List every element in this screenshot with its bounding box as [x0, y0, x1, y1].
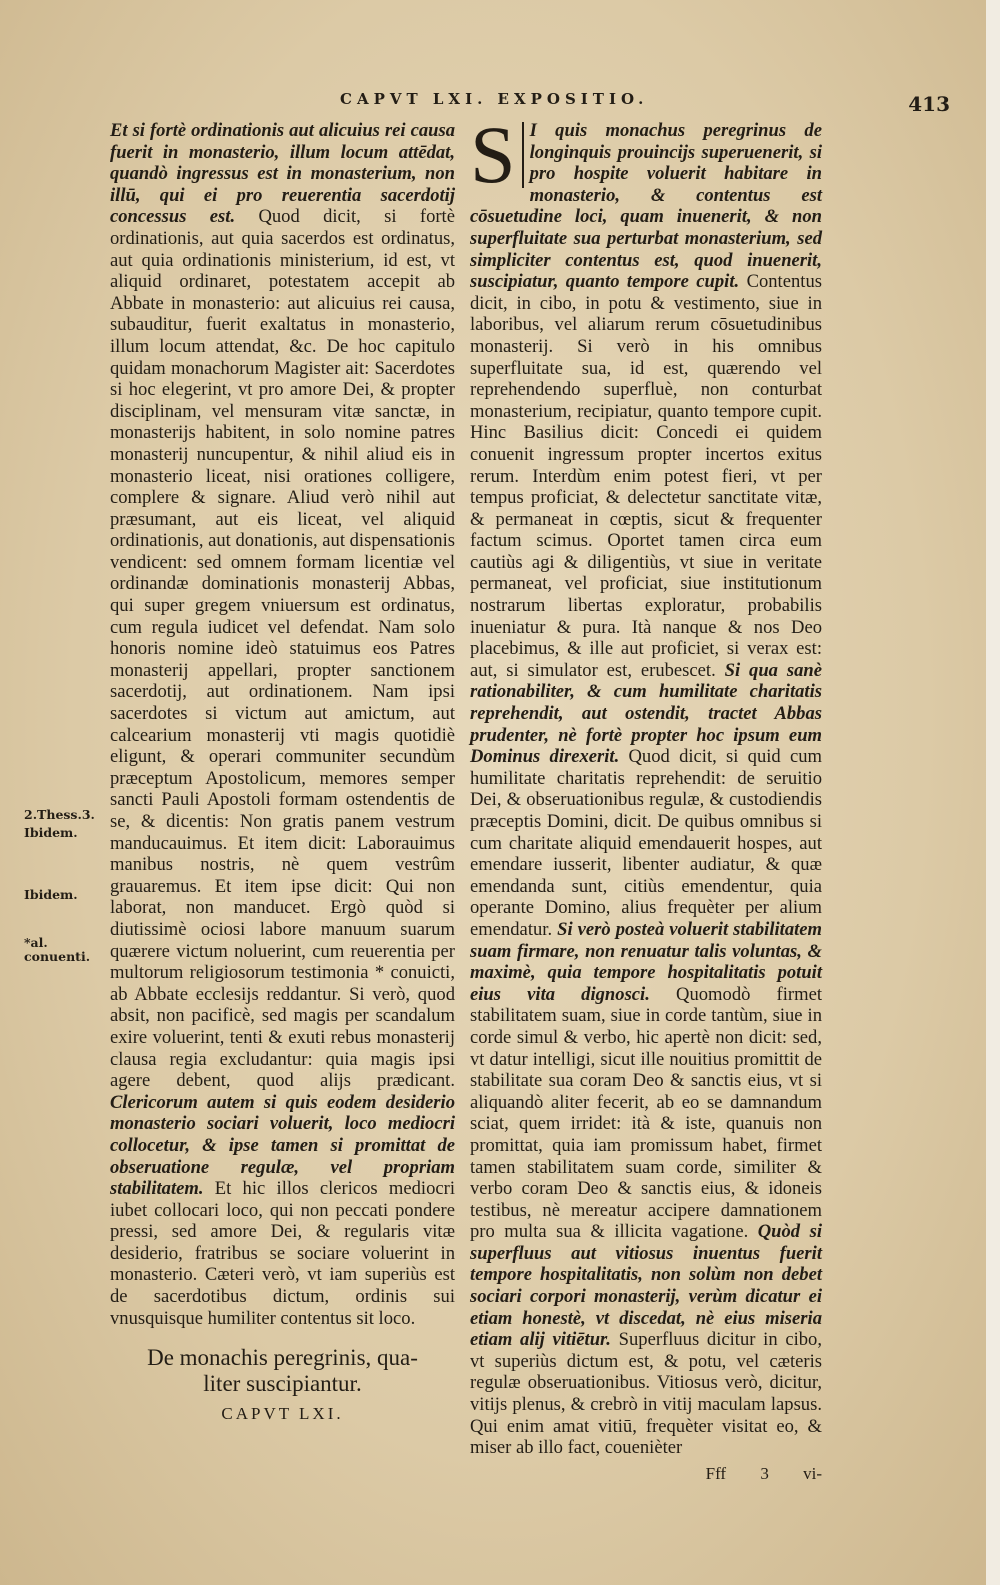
right-column	[470, 109, 822, 1484]
paragraph	[110, 120, 455, 1329]
page-edge	[986, 0, 1000, 1585]
commentary-text: Et hic illos clericos mediocri iubet collocari loco, qui non peccati pondere pressi, sed amore Dei, & regularis vitæ desiderio, fratribus se sociare voluerint in monasterio. Cæteri verò, vt iam superiùs est de sacerdotibus dictum, ordinis sui vnusquisque humiliter contentus sit loco.	[110, 1178, 455, 1329]
paragraph	[470, 109, 822, 1459]
commentary-text: Contentus dicit, in cibo, in potu & vestimento, siue in laboribus, vel aliarum rerum cōsuetudinibus monasterij. Si verò in his omnibus superfluitate sua, id est, quærendo vel reprehendendo superfluè, non conturbat monasterium, recipiatur, quanto tempore cupit. Hinc Basilius dicit: Concedi ei quidem conuenit ingressum propter incertos exitus rerum. Interdùm enim potest fieri, vt per tempus proficiat, & delectetur sanctitate vitæ, & permaneat in cœptis, sicut & frequenter factum scimus. Oportet tamen circa eum cautiùs agi & diligentiùs, vt siue in veritate permaneat, vel proficiat, siue institutionum nostrarum libertas exploratur, probabilis inueniatur & pura. Ità nanque & nos Deo placebimus, & ille aut proficiet, si verax est: aut, si simulator est, erubescet.	[470, 271, 822, 681]
drop-cap: S	[470, 122, 524, 188]
running-head: CAPVT LXI. EXPOSITIO.	[340, 90, 649, 108]
rule-text: Si qua sanè rationabiliter, & cum humilitate charitatis reprehendit, aut ostendit, tractet Abbas prudenter, nè fortè propter hoc ipsum eum Dominus direxerit.	[470, 659, 822, 768]
rule-text: Si verò posteà voluerit stabilitatem suam firmare, non renuatur talis voluntas, & maximè, quia tempore hospitalitatis potuit eius vita dignosci.	[470, 918, 822, 1005]
chapter-title-line: De monachis peregrinis, qua-	[147, 1345, 418, 1371]
chapter-number: CAPVT LXI.	[221, 1404, 344, 1424]
signature-mark: Fff 3	[705, 1463, 769, 1483]
page-number: 413	[908, 92, 950, 116]
commentary-text: Quod dicit, si fortè ordinationis, aut quia sacerdos est ordinatus, aut quia ordinationis ministerium, id est, vt aliquid ordinaret, potestatem accepit ab Abbate in monasterio: aut alicuius rei causa, subauditur, fuerit exaltatus in monasterio, illum locum attendat, &c. De hoc capitulo quidam monachorum Magister ait: Sacerdotes si hoc elegerint, vt pro amore Dei, & propter disciplinam, vel mensuram vitæ sanctæ, in monasterijs habitent, in solo nomine patres monasterij nuncupentur, & nihil aliud eis in monasterio liceat, nisi orationes colligere, complere & signare. Aliud verò nihil aut præsumant, aut eis liceat, vel aliquid ordinationis, aut donationis, aut dispensationis vendicent: sed omnem formam licentiæ vel ordinandæ dominationis monasterij Abbas, qui super gregem vniuersum est ordinatus, cum regula iudicet vel defendat. Nam solo honoris nomine ideò statuimus eos Patres monasterij appellari, propter sanctionem sacerdotij, aut ordinationem. Nam ipsi sacerdotes si victum aut amictum, aut calcearium monasterij vti magis quotidiè eligunt, & operari communiter secundùm præceptum Apostolicum, memores semper sancti Pauli Apostoli formam ostendentis de se, & dicentis: Non gratis panem vestrum manducauimus. Et item dicit: Laborauimus manibus nostris, nè quem vestrûm grauaremus. Et item ipse dicit: Qui non laborat, non manducet. Ergò quòd si diutissimè ociosi labore manuum suarum quærere victum noluerint, cum reuerentia per multorum religiosorum testimonia * conuicti, ab Abbate ecclesijs reddantur. Si verò, quod absit, non pacificè, sed magis per scandalum exire voluerint, tenti & exuti rebus monasterij clausa regia excludantur: quia magis ipsi agere debent, quod alijs prædicant.	[110, 206, 455, 1092]
rule-text: I quis monachus peregrinus de longinquis prouincijs superuenerit, si pro hospite voluerit habitare in monasterio, & contentus est cōsuetudine loci, quam inuenerit, & non superfluitate sua perturbat monasterium, sed simpliciter contentus est, quod inuenerit, suscipiatur, quanto tempore cupit.	[470, 120, 822, 293]
margin-note: 2.Thess.3.	[24, 807, 95, 822]
commentary-text: Quomodò firmet stabilitatem suam, siue in corde tantùm, siue in corde simul & verbo, hic apertè non dicit: sed, vt datur intelligi, sicut ille nouitius promittit de stabilitate sua coram Deo & sanctis eius, vt si aliquandò aliter fecerit, ab eo se damnandum sciat, quem irridet: ità & iste, quanuis non promittat, quia iam promissum habet, firmet tamen stabilitatem suam corde, similiter & verbo coram Deo & sanctis eius, & idoneis testibus, nè mereatur accipere damnationem pro multa sua & illicita vagatione.	[470, 983, 822, 1243]
rule-text: Et si fortè ordinationis aut alicuius rei causa fuerit in monasterio, illum locum attēdat, quandò ingressus est in monasterium, non illū, qui ei pro reuerentia sacerdotij concessus est.	[110, 120, 455, 228]
rule-text: Clericorum autem si quis eodem desiderio monasterio sociari voluerit, loco mediocri collocetur, & ipse tamen si promittat de obseruatione regulæ, vel propriam stabilitatem.	[110, 1091, 455, 1200]
commentary-text: Superfluus dicitur in cibo, vt superiùs dictum est, & potu, vel cæteris regulæ obseruationibus. Vitiosus verò, dicitur, vitijs plenus, & crebrò in vitij maculam lapsus. Qui enim amat vitiū, frequèter visitat eo, & miser ab illo fact, couenièter	[470, 1329, 822, 1459]
margin-note: *al. conuenti.	[24, 935, 91, 964]
catchword: vi-	[803, 1463, 822, 1483]
commentary-text: Quod dicit, si quid cum humilitate charitatis reprehendit: de seruitio Dei, & obseruationibus regulæ, & custodiendis præceptis Domini, dicit. De quibus omnibus si cum charitate aliquid emendauerit hospes, aut emendare iusserit, libenter audiatur, & quæ emendanda sunt, citiùs emendentur, quia operante Domino, alius frequèter per alium emendatur.	[470, 746, 822, 940]
chapter-title	[110, 1345, 455, 1397]
chapter-title-line: liter suscipiantur.	[203, 1371, 362, 1397]
rule-text: Quòd si superfluus aut vitiosus inuentus fuerit tempore hospitalitatis, non solùm non debet sociari corpori monasterij, verùm dicatur ei etiam honestè, vt discedat, nè eius miseria etiam alij vitiētur.	[470, 1221, 822, 1351]
page-footer	[470, 1463, 822, 1485]
margin-note: Ibidem.	[24, 825, 78, 840]
margin-note: Ibidem.	[24, 887, 78, 902]
left-column	[110, 120, 455, 1425]
